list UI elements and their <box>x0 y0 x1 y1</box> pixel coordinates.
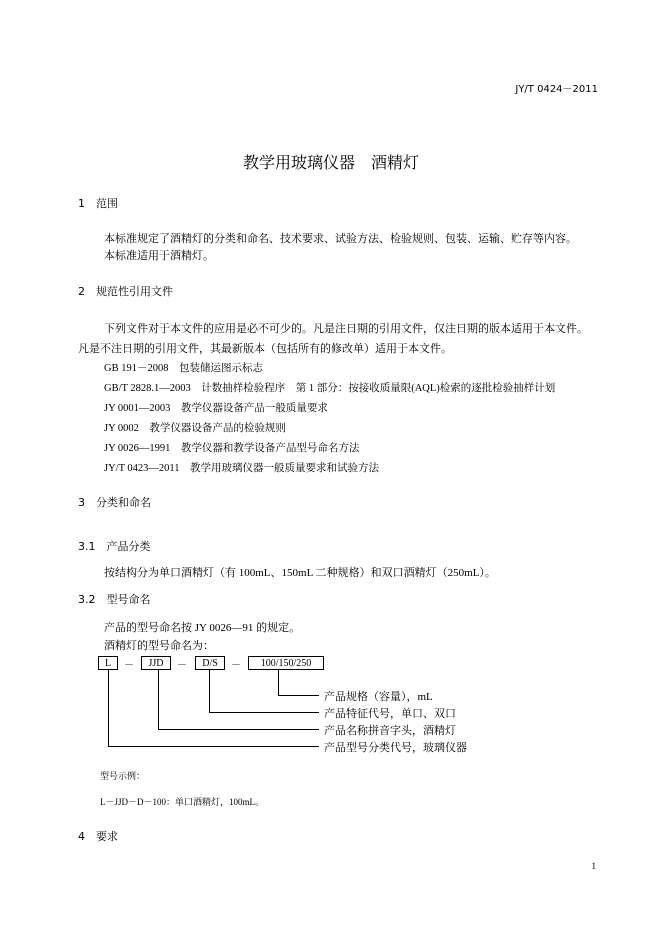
section-3-2-text-2: 酒精灯的型号命名为： <box>104 640 214 652</box>
code-box-category: L <box>98 656 118 670</box>
section-3-2-text-1: 产品的型号命名按 JY 0026—91 的规定。 <box>104 622 301 634</box>
reference-item: GB/T 2828.1—2003 计数抽样检验程序 第 1 部分：按接收质量限(AQL)检索的逐批检验抽样计划 <box>104 383 556 394</box>
reference-item: JY/T 0423—2011 教学用玻璃仪器一般质量要求和试验方法 <box>104 463 380 474</box>
code-label-feature: 产品特征代号，单口、双口 <box>324 708 456 720</box>
section-4-heading: 4 要求 <box>78 830 118 843</box>
connector-line <box>158 670 159 729</box>
section-1-paragraph-1: 本标准规定了酒精灯的分类和命名、技术要求、试验方法、检验规则、包装、运输、贮存等内容。 <box>104 233 577 245</box>
connector-line <box>108 670 109 746</box>
connector-line <box>278 670 279 695</box>
code-label-product-name: 产品名称拼音字头，酒精灯 <box>324 725 456 737</box>
model-example-label: 型号示例： <box>100 771 146 781</box>
section-3-1-heading: 3.1 产品分类 <box>78 540 151 553</box>
section-2-intro-line-2: 凡是不注日期的引用文件，其最新版本（包括所有的修改单）适用于本文件。 <box>78 343 452 355</box>
page-number: 1 <box>591 861 596 871</box>
model-example-text: L－JJD－D－100：单口酒精灯，100mL。 <box>100 797 265 807</box>
connector-line <box>209 670 210 712</box>
code-box-capacity: 100/150/250 <box>248 656 324 670</box>
code-box-product-name: JJD <box>141 656 171 670</box>
standard-code: JY/T 0424－2011 <box>515 84 598 95</box>
section-2-intro-line-1: 下列文件对于本文件的应用是必不可少的。凡是注日期的引用文件，仅注日期的版本适用于本文件。 <box>104 323 588 335</box>
code-label-category: 产品型号分类代号，玻璃仪器 <box>324 742 467 754</box>
code-separator: － <box>177 660 187 671</box>
section-2-heading: 2 规范性引用文件 <box>78 285 173 298</box>
reference-item: JY 0026—1991 教学仪器和教学设备产品型号命名方法 <box>104 443 360 454</box>
reference-item: JY 0002 教学仪器设备产品的检验规则 <box>104 423 286 434</box>
reference-item: JY 0001—2003 教学仪器设备产品一般质量要求 <box>104 403 328 414</box>
code-separator: － <box>231 660 241 671</box>
code-separator: － <box>124 660 134 671</box>
section-3-2-heading: 3.2 型号命名 <box>78 593 151 606</box>
connector-line <box>108 746 319 747</box>
connector-line <box>278 695 319 696</box>
section-1-heading: 1 范围 <box>78 197 118 210</box>
section-3-1-text: 按结构分为单口酒精灯（有 100mL、150mL 二种规格）和双口酒精灯（250mL）。 <box>104 567 496 579</box>
reference-item: GB 191－2008 包装储运图示标志 <box>104 363 263 374</box>
document-title: 教学用玻璃仪器 酒精灯 <box>242 153 419 172</box>
section-3-heading: 3 分类和命名 <box>78 496 151 509</box>
connector-line <box>158 729 319 730</box>
code-box-feature: D/S <box>195 656 225 670</box>
connector-line <box>209 712 319 713</box>
section-1-paragraph-2: 本标准适用于酒精灯。 <box>104 250 214 262</box>
code-label-capacity: 产品规格（容量），mL <box>324 691 433 703</box>
